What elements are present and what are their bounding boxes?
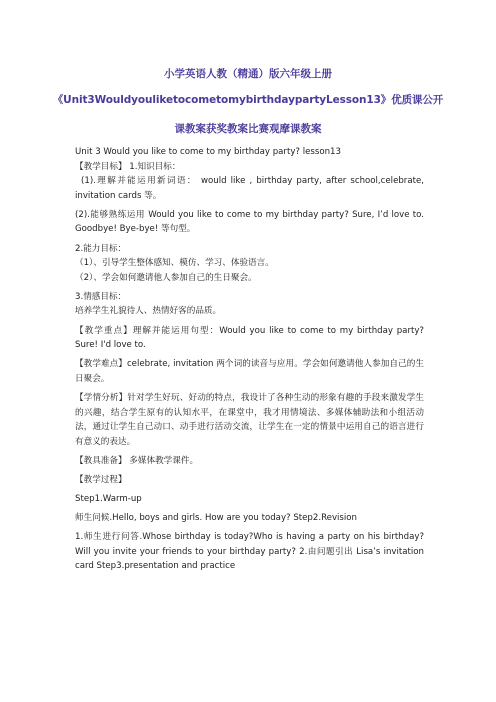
ability-objective-2: （2）、学会如何邀请他人参加自己的生日聚会。: [75, 272, 257, 283]
emotion-objective-heading: 3.情感目标：: [75, 291, 127, 302]
document-body: [75, 145, 424, 578]
objectives-heading: 【教学目标】 1.知识目标：: [75, 161, 181, 172]
ability-objective-1: （1）、引导学生整体感知、模仿、学习、体验语言。: [75, 258, 274, 269]
step1-heading: Step1.Warm-up: [75, 493, 142, 504]
document-title-line-2: 《Unit3WouldyouliketocometomybirthdaypartyLesson13》优质课公开: [52, 94, 444, 106]
knowledge-objective-1: (1).理解并能运用新词语： would like , birthday party, after school,celebrate, invitation cards 等。: [75, 176, 424, 201]
step2-questions: 1.师生进行问答.Whose birthday is today?Who is having a party on his birthday?Will you invite your friends to your birthday party? 2.由问题引出 Lisa’s invitation card Step3.presentation and practice: [75, 532, 424, 572]
difficulty-paragraph: 【教学难点】celebrate, invitation 两个词的读音与应用。学会如何邀请他人参加自己的生日聚会。: [75, 359, 424, 384]
student-analysis-paragraph: 【学情分析】针对学生好玩、好动的特点，我设计了各种生动的形象有趣的手段来激发学生的兴趣，结合学生原有的认知水平，在课堂中，我才用情境法、多媒体辅助法和小组活动法，通过让学生自己动口、动手进行活动交流，让学生在一定的情景中运用自己的语言进行有意义的表达。: [75, 392, 424, 447]
key-point-paragraph: 【教学重点】理解并能运用句型：Would you like to come to my birthday party? Sure! I'd love to.: [75, 325, 424, 351]
knowledge-objective-2: (2).能够熟练运用 Would you like to come to my birthday party? Sure, I’d love to. Goodbye! Bye-bye! 等句型。: [75, 209, 424, 235]
document-title-line-1: 小学英语人教（精通）版六年级上册: [164, 68, 332, 80]
document-title-line-3: 课教案获奖教案比赛观摩课教案: [174, 123, 322, 135]
step1-greeting: 师生问候.Hello, boys and girls. How are you today? Step2.Revision: [75, 513, 358, 524]
ability-objective-heading: 2.能力目标：: [75, 243, 127, 254]
unit-heading: Unit 3 Would you like to come to my birthday party? lesson13: [75, 147, 341, 157]
emotion-objective-text: 培养学生礼貌待人、热情好客的品质。: [75, 306, 222, 317]
teaching-aids-paragraph: 【教具准备】 多媒体教学课件。: [75, 455, 199, 466]
teaching-process-heading: 【教学过程】: [75, 474, 127, 485]
